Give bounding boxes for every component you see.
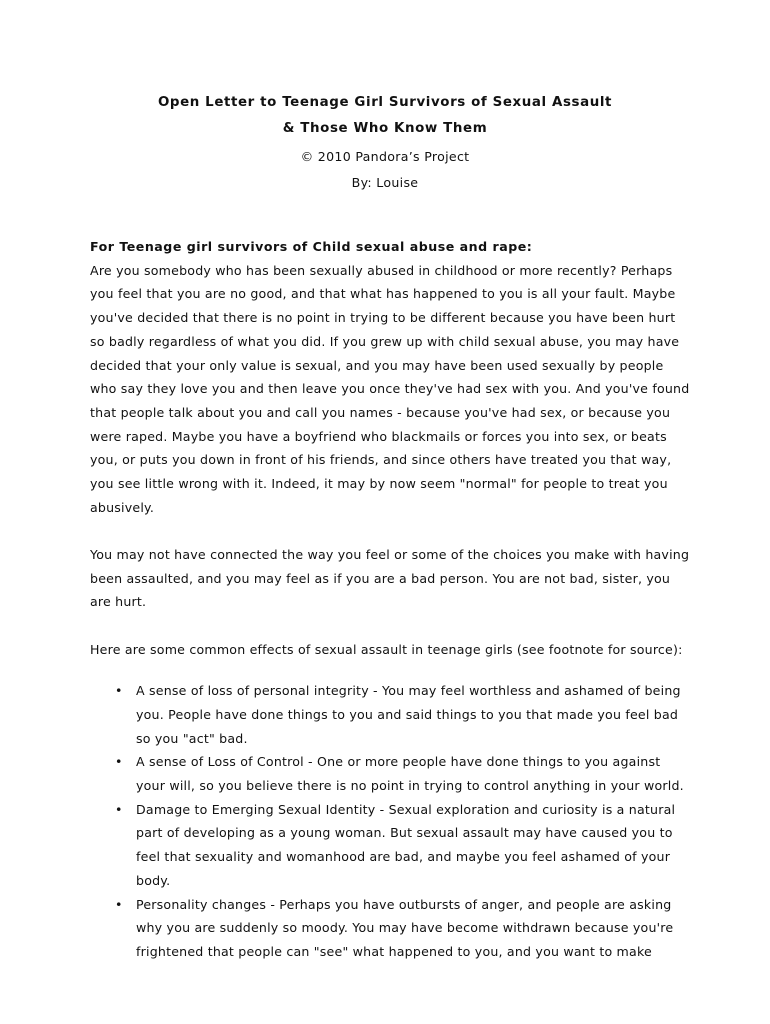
paragraph-spacer xyxy=(90,614,690,638)
list-item: • A sense of Loss of Control - One or more people have done things to you against your will, so you believe there is no point in trying to control anything in your world. xyxy=(90,750,690,797)
list-item: • A sense of loss of personal integrity - You may feel worthless and ashamed of being you. People have done things to you and said things to you that made you feel bad so you "act" bad. xyxy=(90,679,690,750)
document-title: Open Letter to Teenage Girl Survivors of Sexual Assault xyxy=(157,95,613,110)
copyright-notice: © 2010 Pandora’s Project xyxy=(300,149,470,164)
document-body xyxy=(90,235,690,964)
paragraph: Here are some common effects of sexual assault in teenage girls (see footnote for source): xyxy=(90,641,683,657)
author-byline: By: Louise xyxy=(351,175,419,190)
section-heading: For Teenage girl survivors of Child sexual abuse and rape: xyxy=(90,239,533,254)
document-subtitle: & Those Who Know Them xyxy=(282,121,488,136)
effects-list xyxy=(90,679,690,963)
list-item: • Personality changes - Perhaps you have outbursts of anger, and people are asking why you are suddenly so moody. You may have become withdrawn because you're frightened that people can "see" what happened to you, and you want to make xyxy=(90,893,690,964)
paragraph: You may not have connected the way you feel or some of the choices you make with having been assaulted, and you may feel as if you are a bad person. You are not bad, sister, you are hurt. xyxy=(90,546,690,610)
paragraph: Are you somebody who has been sexually abused in childhood or more recently? Perhaps you feel that you are no good, and that what has happened to you is all your fault. Maybe you've decided that there is no point in trying to be different because you have been hurt so badly regardless of what you did. If you grew up with child sexual abuse, you may have decided that your only value is sexual, and you may have been used sexually by people who say they love you and then leave you once they've had sex with you. And you've found that people talk about you and call you names - because you've had sex, or because you were raped. Maybe you have a boyfriend who blackmails or forces you into sex, or beats you, or puts you down in front of his friends, and since others have treated you that way, you see little wrong with it. Indeed, it may by now seem "normal" for people to treat you abusively. xyxy=(90,262,690,515)
paragraph-spacer xyxy=(90,519,690,543)
list-item: • Damage to Emerging Sexual Identity - Sexual exploration and curiosity is a natural part of developing as a young woman. But sexual assault may have caused you to feel that sexuality and womanhood are bad, and maybe you feel ashamed of your body. xyxy=(90,798,690,893)
